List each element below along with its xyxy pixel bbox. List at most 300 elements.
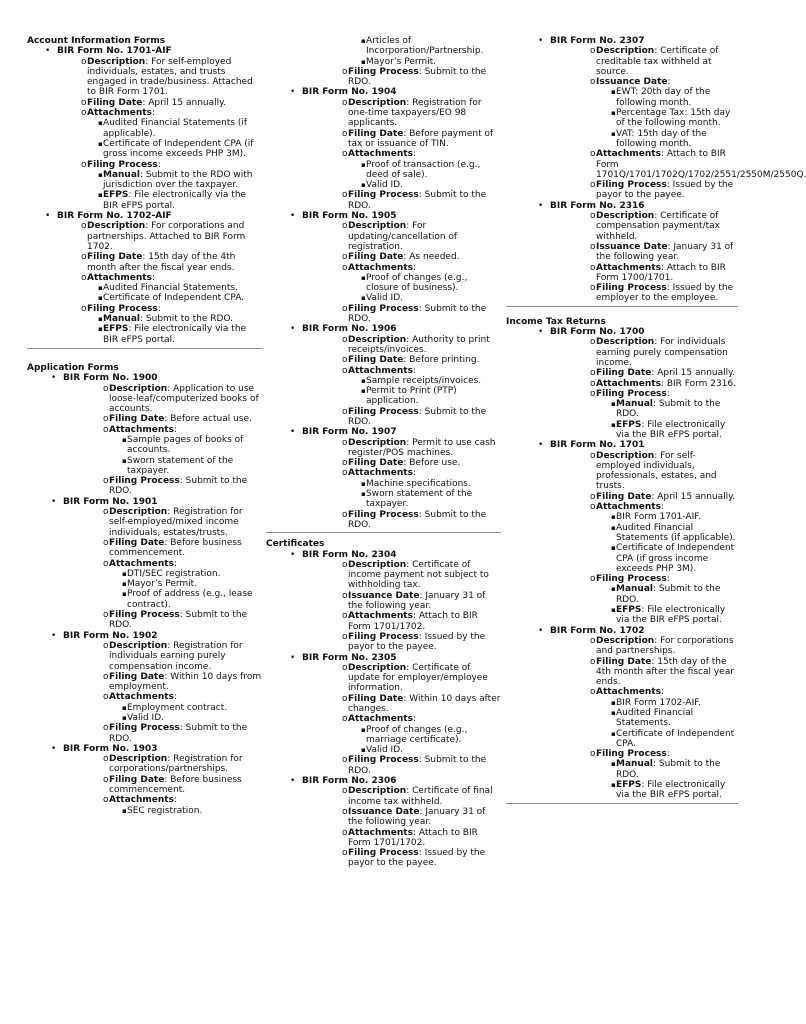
field-text: Audited Financial Statements (if applicable).	[103, 118, 248, 139]
field-text: BIR Form 1701-AIF.	[616, 512, 701, 523]
form-field	[332, 468, 501, 478]
bullet-marker: ▪	[98, 315, 103, 324]
bullet-marker: ▪	[98, 325, 103, 334]
field-text: Certificate of Independent CPA (if gross income exceeds PHP 3M).	[616, 543, 735, 574]
field-text: : Registration for individuals earning purely compensation income.	[109, 640, 243, 672]
bullet-marker: ▪	[361, 57, 366, 66]
bullet-marker: o	[103, 476, 109, 487]
bullet-marker: o	[103, 754, 109, 765]
field-label: Filing Date	[109, 414, 165, 425]
form-field	[580, 502, 738, 512]
bullet-marker: o	[590, 574, 596, 585]
column-2	[266, 0, 501, 1024]
field-label: Description	[596, 337, 655, 348]
field-label: Filing Process	[596, 749, 667, 760]
bullet-marker: •	[290, 776, 296, 787]
form-number: BIR Form No. 2306	[302, 776, 397, 787]
field-text: : Submit to the RDO.	[109, 476, 248, 497]
bullet-marker: ▪	[361, 479, 366, 488]
field-text: Sample pages of books of accounts.	[127, 434, 244, 456]
field-text: : Submit to the RDO.	[616, 584, 721, 605]
bullet-marker: ▪	[361, 376, 366, 385]
form-field	[93, 641, 263, 672]
bullet-marker: o	[342, 559, 348, 570]
field-text: : Registration for corporations/partnerships.	[109, 754, 243, 775]
bullet-marker: •	[538, 440, 544, 451]
bullet-marker: ▪	[98, 139, 103, 148]
bullet-marker: ▪	[98, 294, 103, 303]
form-field	[71, 160, 263, 170]
field-text: : Issued by the employer to the employee.	[596, 283, 734, 304]
sub-item	[350, 745, 501, 755]
field-text: : File electronically via the BIR eFPS portal.	[103, 190, 247, 211]
sub-item	[600, 729, 738, 750]
form-field	[580, 389, 738, 399]
bullet-marker: o	[590, 46, 596, 57]
field-label: Attachments	[596, 687, 661, 698]
field-text: Proof of changes (e.g., marriage certificate).	[366, 724, 468, 745]
bullet-marker: o	[81, 303, 87, 314]
bullet-marker: ▪	[122, 569, 127, 578]
form-field	[580, 636, 738, 657]
sub-item	[87, 314, 263, 324]
form-field	[332, 129, 501, 150]
form-entry	[534, 201, 738, 211]
bullet-marker: o	[81, 221, 87, 232]
bullet-marker: ▪	[122, 435, 127, 444]
sub-item	[87, 170, 263, 191]
bullet-marker: o	[590, 283, 596, 294]
form-field	[580, 180, 738, 201]
form-field	[580, 149, 806, 180]
sub-item	[111, 569, 263, 579]
field-label: Manual	[616, 759, 654, 770]
form-entry	[286, 87, 501, 97]
form-field	[332, 755, 501, 776]
form-entry	[286, 776, 501, 786]
bullet-marker: o	[342, 149, 348, 160]
field-label: Filing Process	[348, 755, 419, 766]
form-field	[71, 304, 263, 314]
form-field	[71, 108, 263, 118]
field-label: Attachments	[109, 795, 174, 806]
form-number: BIR Form No. 1906	[302, 324, 397, 335]
bullet-marker: •	[290, 211, 296, 222]
form-entry	[534, 36, 738, 46]
field-label: Filing Process	[596, 388, 667, 399]
field-label: Attachments	[109, 692, 174, 703]
form-field	[580, 211, 738, 242]
bullet-marker: o	[342, 755, 348, 766]
bullet-marker: •	[290, 549, 296, 560]
sub-item	[600, 780, 738, 801]
bullet-marker: ▪	[611, 760, 616, 769]
sub-item	[350, 36, 501, 57]
bullet-marker: o	[342, 611, 348, 622]
bullet-marker: o	[81, 272, 87, 283]
bullet-marker: ▪	[122, 590, 127, 599]
bullet-marker: ▪	[98, 119, 103, 128]
form-field	[580, 77, 738, 87]
bullet-marker: •	[290, 652, 296, 663]
sub-item	[111, 806, 263, 816]
form-field	[332, 149, 501, 159]
field-label: Description	[109, 754, 168, 765]
form-field	[93, 775, 263, 796]
field-text: Valid ID.	[366, 745, 403, 756]
field-text: Mayor’s Permit.	[366, 56, 437, 67]
field-text: : File electronically via the BIR eFPS portal.	[616, 780, 726, 801]
bullet-marker: •	[51, 630, 57, 641]
form-number: BIR Form No. 1904	[302, 87, 397, 98]
form-number: BIR Form No. 1901	[63, 496, 158, 507]
field-text: Certificate of Independent CPA (if gross income exceeds PHP 3M).	[103, 138, 254, 160]
bullet-marker: ▪	[611, 781, 616, 790]
bullet-marker: o	[342, 806, 348, 817]
bullet-marker: o	[342, 437, 348, 448]
bullet-marker: ▪	[122, 714, 127, 722]
field-text: :	[412, 365, 416, 376]
field-label: Attachments	[348, 149, 413, 160]
sub-item	[111, 703, 263, 713]
field-text: Machine specifications.	[366, 478, 471, 489]
field-text: : Registration for one-time taxpayers/EO 98 applicants.	[348, 97, 482, 129]
sub-item	[600, 584, 738, 605]
field-text: Percentage Tax: 15th day of the following month.	[616, 108, 731, 129]
field-text: : Submit to the RDO.	[348, 303, 487, 325]
bullet-marker: ▪	[361, 181, 366, 190]
field-text: Audited Financial Statements.	[103, 283, 238, 294]
field-text: :	[173, 558, 177, 569]
form-field	[332, 304, 501, 325]
bullet-marker: ▪	[611, 544, 616, 553]
field-text: : Before business commencement.	[109, 537, 242, 559]
bullet-marker: o	[81, 97, 87, 108]
bullet-marker: o	[590, 211, 596, 222]
field-text: :	[173, 692, 177, 703]
sub-item	[350, 57, 501, 67]
field-text: : Issued by the payor to the payee.	[348, 848, 486, 869]
form-number: BIR Form No. 1902	[63, 630, 158, 641]
field-label: Filing Date	[348, 693, 404, 704]
field-text: Proof of changes (e.g., closure of business).	[366, 272, 468, 294]
sub-item	[87, 324, 263, 345]
sub-item	[600, 759, 738, 780]
bullet-marker: •	[45, 211, 51, 222]
bullet-marker: •	[538, 200, 544, 211]
bullet-marker: o	[342, 365, 348, 376]
sub-item	[350, 376, 501, 386]
field-label: Issuance Date	[596, 77, 668, 88]
sub-item	[87, 139, 263, 160]
bullet-marker: o	[342, 631, 348, 642]
form-field	[71, 98, 263, 108]
form-field	[332, 407, 501, 428]
field-text: Audited Financial Statements (if applicable).	[616, 522, 736, 543]
field-text: : File electronically via the BIR eFPS portal.	[616, 419, 726, 440]
section-divider	[506, 803, 738, 804]
field-label: EFPS	[616, 605, 642, 616]
form-field	[580, 574, 738, 584]
form-field	[332, 67, 501, 88]
field-text: : Submit to the RDO.	[348, 509, 487, 530]
field-text: : Submit to the RDO.	[140, 314, 233, 325]
field-label: Issuance Date	[596, 241, 668, 252]
bullet-marker: ▪	[122, 703, 127, 712]
form-field	[71, 57, 263, 98]
sub-item	[87, 293, 263, 303]
field-text: : Submit to the RDO.	[109, 723, 248, 744]
field-text: : Within 10 days after changes.	[348, 693, 501, 714]
form-field	[93, 754, 263, 775]
bullet-marker: o	[342, 128, 348, 139]
sub-item	[600, 698, 738, 708]
bullet-marker: o	[342, 590, 348, 601]
field-label: Filing Date	[109, 671, 165, 682]
field-text: : For individuals earning purely compensation income.	[596, 337, 728, 368]
field-label: Description	[109, 507, 168, 518]
field-label: Filing Date	[348, 128, 404, 139]
bullet-marker: o	[342, 458, 348, 469]
form-number: BIR Form No. 1701	[550, 440, 645, 451]
field-text: : April 15 annually.	[651, 491, 736, 502]
bullet-marker: o	[590, 491, 596, 502]
field-label: Description	[596, 450, 655, 461]
form-entry	[534, 327, 738, 337]
field-text: :	[660, 687, 664, 698]
bullet-marker: •	[538, 36, 544, 46]
bullet-marker: o	[590, 656, 596, 667]
field-text: : Issued by the payor to the payee.	[596, 180, 734, 201]
field-text: :	[151, 108, 155, 119]
bullet-marker: o	[590, 450, 596, 461]
sub-item	[600, 399, 738, 420]
form-number: BIR Form No. 2304	[302, 549, 397, 560]
field-label: Description	[109, 640, 168, 651]
field-text: VAT: 15th day of the following month.	[616, 128, 707, 149]
field-text: Valid ID.	[127, 713, 164, 723]
bullet-marker: ▪	[611, 585, 616, 594]
sub-item	[350, 725, 501, 746]
column-3	[506, 0, 806, 1024]
field-text: : 15th day of the 4th month after the fiscal year ends.	[87, 252, 236, 273]
form-field	[580, 657, 738, 688]
field-text: : April 15 annually.	[142, 97, 227, 108]
form-number: BIR Form No. 1701-AIF	[57, 46, 172, 57]
sub-item	[87, 118, 263, 139]
field-label: Description	[348, 221, 407, 232]
field-text: Sample receipts/invoices.	[366, 375, 482, 386]
field-text: BIR Form 1702-AIF.	[616, 697, 701, 708]
form-field	[93, 476, 263, 497]
field-text: : Attach to BIR Form 1700/1701.	[596, 262, 726, 283]
sub-item	[600, 708, 738, 729]
field-label: Filing Process	[596, 283, 667, 294]
section-heading: Income Tax Returns	[506, 316, 606, 327]
bullet-marker: o	[342, 786, 348, 797]
bullet-marker: o	[590, 502, 596, 513]
field-text: : File electronically via the BIR eFPS portal.	[616, 605, 726, 626]
bullet-marker: o	[342, 334, 348, 345]
bullet-marker: •	[538, 625, 544, 636]
field-text: : Before use.	[403, 458, 461, 469]
field-label: Filing Date	[87, 252, 143, 263]
field-label: Manual	[616, 399, 654, 410]
field-label: Attachments	[348, 611, 413, 622]
sub-item	[111, 589, 263, 610]
bullet-marker: ▪	[611, 129, 616, 138]
form-number: BIR Form No. 1700	[550, 327, 645, 338]
bullet-marker: o	[590, 180, 596, 191]
bullet-marker: ▪	[361, 725, 366, 734]
sub-item	[600, 512, 738, 522]
bullet-marker: o	[342, 509, 348, 520]
bullet-marker: o	[342, 714, 348, 725]
sub-item	[600, 108, 738, 129]
field-label: Attachments	[348, 468, 413, 479]
field-label: Filing Process	[109, 610, 180, 621]
field-label: Filing Date	[596, 491, 652, 502]
sub-item	[350, 386, 501, 407]
form-field	[580, 46, 738, 77]
form-entry	[41, 211, 263, 221]
sub-item	[350, 293, 501, 303]
field-text: : January 31 of the following year.	[348, 806, 486, 828]
bullet-marker: o	[342, 693, 348, 704]
field-label: Description	[348, 334, 407, 345]
field-label: Filing Date	[596, 656, 652, 667]
field-label: Filing Process	[109, 476, 180, 487]
bullet-marker: o	[81, 159, 87, 170]
field-label: Attachments	[348, 262, 413, 273]
bullet-marker: o	[590, 262, 596, 273]
field-label: Attachments	[109, 424, 174, 435]
bullet-marker: o	[103, 671, 109, 682]
bullet-marker: •	[51, 496, 57, 507]
field-text: : Before payment of tax or issuance of TIN.	[348, 128, 494, 149]
bullet-marker: •	[45, 46, 51, 57]
form-field	[332, 510, 501, 531]
form-field	[93, 425, 263, 435]
field-text: Articles of Incorporation/Partnership.	[366, 36, 484, 57]
bullet-marker: ▪	[122, 456, 127, 465]
field-text: : For corporations and partnerships.	[596, 635, 734, 657]
bullet-marker: o	[590, 635, 596, 646]
bullet-marker: o	[342, 262, 348, 273]
form-number: BIR Form No. 1702	[550, 625, 645, 636]
bullet-marker: ▪	[122, 806, 127, 815]
field-label: Attachments	[596, 378, 661, 389]
field-label: Description	[596, 211, 655, 222]
field-label: EFPS	[103, 324, 129, 335]
form-entry	[286, 427, 501, 437]
form-entry	[286, 211, 501, 221]
bullet-marker: o	[342, 97, 348, 108]
field-text: : Authority to print receipts/invoices.	[348, 334, 490, 355]
bullet-marker: o	[590, 378, 596, 389]
bullet-marker: ▪	[611, 606, 616, 615]
bullet-marker: ▪	[611, 709, 616, 717]
bullet-marker: o	[590, 749, 596, 760]
field-label: Description	[87, 56, 146, 67]
field-label: Filing Date	[348, 458, 404, 469]
field-text: :	[157, 303, 161, 314]
form-field	[580, 749, 738, 759]
bullet-marker: ▪	[361, 746, 366, 755]
field-text: Mayor’s Permit.	[127, 579, 198, 590]
field-label: Description	[87, 221, 146, 232]
sub-item	[600, 129, 738, 150]
bullet-marker: o	[81, 56, 87, 67]
field-label: Filing Date	[596, 368, 652, 379]
form-entry	[286, 324, 501, 334]
form-entry	[47, 497, 263, 507]
bullet-marker: o	[342, 252, 348, 263]
field-label: Manual	[103, 169, 141, 180]
bullet-marker: o	[342, 303, 348, 314]
form-field	[93, 672, 263, 693]
field-text: :	[666, 388, 670, 399]
bullet-marker: ▪	[98, 191, 103, 200]
form-field	[580, 242, 738, 263]
field-text: : January 31 of the following year.	[348, 590, 486, 612]
field-text: : For updating/cancellation of registration.	[348, 221, 458, 252]
form-field	[332, 263, 501, 273]
bullet-marker: o	[103, 507, 109, 518]
field-label: Description	[348, 662, 407, 673]
field-label: Filing Process	[109, 723, 180, 734]
form-field	[332, 591, 501, 612]
field-text: :	[412, 468, 416, 479]
bullet-marker: o	[81, 108, 87, 119]
form-entry	[286, 550, 501, 560]
field-text: : Submit to the RDO.	[348, 190, 487, 211]
section-divider	[266, 532, 501, 533]
form-field	[332, 828, 501, 849]
form-field	[580, 687, 738, 697]
form-field	[332, 98, 501, 129]
bullet-marker: o	[103, 383, 109, 394]
field-label: Filing Date	[109, 774, 165, 785]
field-text: : Submit to the RDO with jurisdiction over the taxpayer.	[103, 169, 253, 191]
field-text: :	[151, 272, 155, 283]
form-field	[93, 414, 263, 424]
bullet-marker: o	[590, 368, 596, 379]
bullet-marker: ▪	[361, 273, 366, 282]
sub-item	[111, 713, 263, 723]
field-text: EWT: 20th day of the following month.	[616, 87, 711, 108]
column-1	[27, 0, 263, 1024]
field-label: Filing Process	[348, 406, 419, 417]
bullet-marker: o	[103, 558, 109, 569]
field-text: : Certificate of income payment not subject to withholding tax.	[348, 559, 489, 591]
field-label: Attachments	[87, 272, 152, 283]
field-text: Valid ID.	[366, 180, 403, 191]
field-label: EFPS	[616, 780, 642, 791]
field-text: : BIR Form 2316.	[660, 378, 737, 389]
form-field	[93, 384, 263, 415]
form-field	[93, 559, 263, 569]
bullet-marker: ▪	[361, 387, 366, 396]
field-text: :	[173, 795, 177, 806]
bullet-marker: •	[51, 373, 57, 384]
field-label: Attachments	[87, 108, 152, 119]
field-label: Description	[348, 97, 407, 108]
form-entry	[47, 744, 263, 754]
field-text: : Before printing.	[403, 355, 480, 366]
field-label: Description	[109, 383, 168, 394]
bullet-marker: ▪	[361, 160, 366, 169]
